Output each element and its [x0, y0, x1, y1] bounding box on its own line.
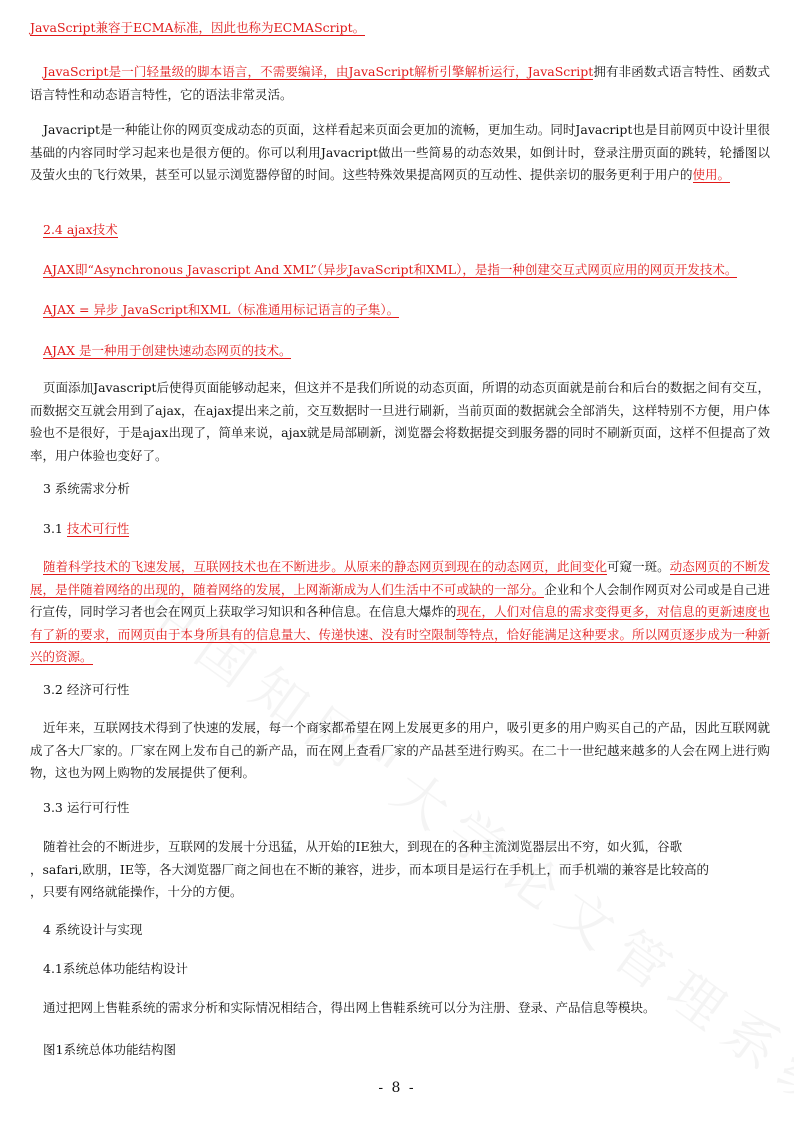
paragraph-ajax-definition: AJAX即“Asynchronous Javascript And XML”（异步JavaScript和XML），是指一种创建交互式网页应用的网页开发技术。 [43, 262, 738, 277]
paragraph-ecma: JavaScript兼容于ECMA标准，因此也称为ECMAScript。 [30, 20, 366, 35]
text-line: ，只要有网络就能操作，十分的方便。 [30, 884, 243, 899]
paragraph-technical-feasibility: 随着科学技术的飞速发展，互联网技术也在不断进步。从原来的静态网页到现在的动态网页，此间变化可窥一斑。动态网页的不断发展，是伴随着网络的出现的，随着网络的发展，上网渐渐成为人们生活中不可或缺的一部分。企业和个人会制作网页对公司或是自己进行宣传，同时学习者也会在网页上获取学习知识和各种信息。在信息大爆炸的现在，人们对信息的需求变得更多，对信息的更新速度也有了新的要求，而网页由于本身所具有的信息量大、传递快速、没有时空限制等特点，恰好能满足这种要求。所以网页逐步成为一种新兴的资源。 [30, 559, 770, 664]
heading-2-4: 2.4 ajax技术 [43, 222, 118, 237]
heading-4-1: 4.1系统总体功能结构设计 [43, 961, 188, 976]
heading-3: 3 系统需求分析 [43, 481, 130, 496]
heading-3-3: 3.3 运行可行性 [43, 800, 130, 815]
text-line: ，safari,欧朋，IE等，各大浏览器厂商之间也在不断的兼容，进步，而本项目是运行在手机上，而手机端的兼容是比较高的 [30, 861, 709, 877]
paragraph-javacript-dynamic: Javacript是一种能让你的网页变成动态的页面，这样看起来页面会更加的流畅，更加生动。同时Javacript也是目前网页中设计里很基础的内容同时学习起来也是很方便的。你可以利用Javacript做出一些简易的动态效果，如倒计时，登录注册页面的跳转，轮播图以及萤火虫的飞行效果，甚至可以显示浏览器停留的时间。这些特殊效果提高网页的互动性、提供亲切的服务更利于用户的使用。 [30, 122, 770, 182]
heading-3-2: 3.2 经济可行性 [43, 682, 130, 697]
paragraph-operational-feasibility [30, 836, 770, 904]
paragraph-javascript-intro: JavaScript是一门轻量级的脚本语言，不需要编译，由JavaScript解析引擎解析运行，JavaScript拥有非函数式语言特性、函数式语言特性和动态语言特性，它的语法非常灵活。 [30, 64, 770, 102]
paragraph-economic-feasibility: 近年来，互联网技术得到了快速的发展，每一个商家都希望在网上发展更多的用户，吸引更多的用户购买自己的产品，因此互联网就成了各大厂家的。厂家在网上发布自己的新产品，而在网上查看厂家的产品甚至进行购买。在二十一世纪越来越多的人会在网上进行购物，这也为网上购物的发展提供了便利。 [30, 720, 770, 780]
paragraph-ajax-explanation: 页面添加Javascript后使得页面能够动起来，但这并不是我们所说的动态页面，所谓的动态页面就是前台和后台的数据之间有交互，而数据交互就会用到了ajax，在ajax提出来之前，交互数据时一旦进行刷新，当前页面的数据就会全部消失，这样特别不方便，用户体验也不是很好，于是ajax出现了，简单来说，ajax就是局部刷新，浏览器会将数据提交到服务器的同时不刷新页面，这样不但提高了效率，用户体验也变好了。 [30, 380, 770, 463]
heading-3-1: 3.1 技术可行性 [43, 521, 130, 536]
paragraph-ajax-fast: AJAX 是一种用于创建快速动态网页的技术。 [43, 343, 292, 358]
text-line: 随着社会的不断进步，互联网的发展十分迅猛，从开始的IE独大，到现在的各种主流浏览器层出不穷，如火狐，谷歌 [43, 839, 683, 854]
paragraph-module-division: 通过把网上售鞋系统的需求分析和实际情况相结合，得出网上售鞋系统可以分为注册、登录、产品信息等模块。 [43, 1000, 656, 1015]
paragraph-ajax-equation: AJAX = 异步 JavaScript和XML（标准通用标记语言的子集）。 [43, 302, 400, 317]
page-number: - 8 - [378, 1080, 416, 1096]
figure-caption: 图1系统总体功能结构图 [43, 1042, 176, 1057]
heading-4: 4 系统设计与实现 [43, 922, 143, 937]
